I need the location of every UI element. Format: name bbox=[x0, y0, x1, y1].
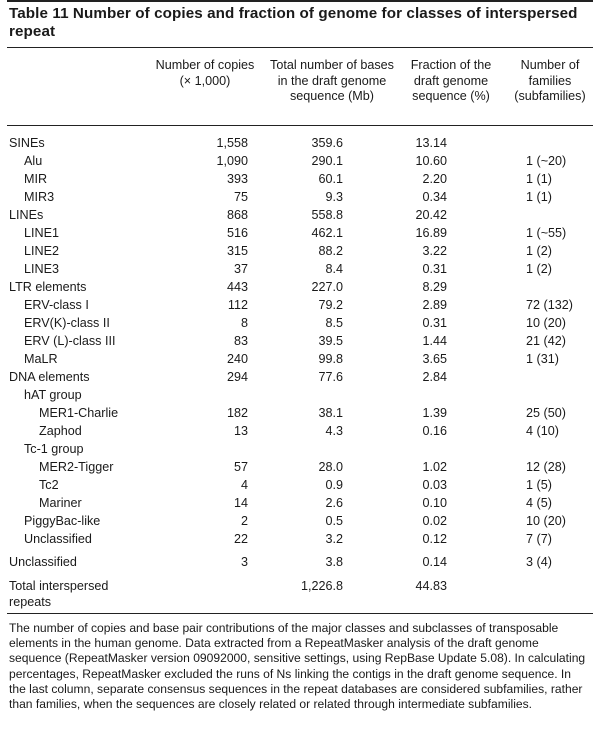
cell-bases: 3.8 bbox=[325, 555, 343, 569]
table-row bbox=[7, 494, 593, 512]
table-row bbox=[7, 458, 593, 476]
cell-bases: 558.8 bbox=[311, 208, 343, 222]
cell-fraction: 8.29 bbox=[422, 280, 447, 294]
cell-fraction: 0.31 bbox=[422, 316, 447, 330]
table-row bbox=[7, 296, 593, 314]
row-label: Unclassified bbox=[24, 532, 92, 546]
cell-copies: 294 bbox=[226, 370, 248, 384]
table-row bbox=[7, 188, 593, 206]
table-row bbox=[7, 242, 593, 260]
cell-bases: 359.6 bbox=[311, 136, 343, 150]
table-row bbox=[7, 206, 593, 224]
table-row bbox=[7, 553, 593, 571]
cell-bases: 8.4 bbox=[325, 262, 343, 276]
cell-bases: 290.1 bbox=[311, 154, 343, 168]
row-label: Tc2 bbox=[39, 478, 59, 492]
cell-bases: 0.9 bbox=[325, 478, 343, 492]
row-label: DNA elements bbox=[9, 370, 90, 384]
cell-families: 12 (28) bbox=[526, 460, 566, 474]
cell-bases: 99.8 bbox=[318, 352, 343, 366]
row-label: MIR bbox=[24, 172, 48, 186]
cell-copies: 112 bbox=[227, 298, 248, 312]
cell-copies: 8 bbox=[240, 316, 248, 330]
cell-bases: 462.1 bbox=[311, 226, 343, 240]
cell-bases: 28.0 bbox=[318, 460, 343, 474]
table-row bbox=[7, 577, 593, 613]
cell-copies: 83 bbox=[233, 334, 248, 348]
cell-fraction: 2.20 bbox=[422, 172, 447, 186]
row-label: Tc-1 group bbox=[24, 442, 84, 456]
header-fraction: Fraction of the draft genome sequence (%) bbox=[410, 58, 492, 104]
table-row bbox=[7, 224, 593, 242]
cell-bases: 2.6 bbox=[325, 496, 343, 510]
table-body bbox=[7, 126, 593, 613]
cell-families: 10 (20) bbox=[526, 316, 566, 330]
cell-fraction: 0.16 bbox=[422, 424, 447, 438]
cell-copies: 75 bbox=[233, 190, 248, 204]
cell-families: 1 (~55) bbox=[526, 226, 567, 240]
cell-copies: 4 bbox=[240, 478, 248, 492]
cell-copies: 1,090 bbox=[216, 154, 248, 168]
cell-families: 1 (5) bbox=[526, 478, 552, 492]
cell-copies: 2 bbox=[240, 514, 248, 528]
cell-bases: 9.3 bbox=[325, 190, 343, 204]
cell-fraction: 0.02 bbox=[422, 514, 447, 528]
row-label: ERV (L)-class III bbox=[24, 334, 116, 348]
table-row bbox=[7, 386, 593, 404]
table-row bbox=[7, 314, 593, 332]
cell-fraction: 16.89 bbox=[415, 226, 447, 240]
cell-copies: 182 bbox=[226, 406, 248, 420]
cell-families: 25 (50) bbox=[526, 406, 566, 420]
row-label: MaLR bbox=[24, 352, 58, 366]
row-label: Unclassified bbox=[9, 555, 77, 569]
cell-families: 4 (10) bbox=[526, 424, 559, 438]
cell-families: 7 (7) bbox=[526, 532, 552, 546]
cell-copies: 868 bbox=[226, 208, 248, 222]
table-row bbox=[7, 260, 593, 278]
cell-copies: 443 bbox=[226, 280, 248, 294]
cell-families: 72 (132) bbox=[526, 298, 573, 312]
cell-copies: 240 bbox=[226, 352, 248, 366]
cell-copies: 14 bbox=[233, 496, 248, 510]
cell-families: 3 (4) bbox=[526, 555, 552, 569]
table-row bbox=[7, 134, 593, 152]
row-label: MER1-Charlie bbox=[39, 406, 119, 420]
cell-copies: 22 bbox=[233, 532, 248, 546]
cell-bases: 60.1 bbox=[318, 172, 343, 186]
cell-families: 1 (2) bbox=[526, 244, 552, 258]
row-label: Alu bbox=[24, 154, 43, 168]
cell-fraction: 0.31 bbox=[422, 262, 447, 276]
table-row bbox=[7, 278, 593, 296]
cell-bases: 3.2 bbox=[325, 532, 343, 546]
cell-bases: 79.2 bbox=[318, 298, 343, 312]
table-row bbox=[7, 332, 593, 350]
cell-fraction: 1.39 bbox=[422, 406, 447, 420]
row-label: Mariner bbox=[39, 496, 82, 510]
cell-fraction: 10.60 bbox=[415, 154, 447, 168]
cell-fraction: 0.14 bbox=[422, 555, 447, 569]
cell-bases: 8.5 bbox=[325, 316, 343, 330]
row-label: Zaphod bbox=[39, 424, 82, 438]
row-label: LINE1 bbox=[24, 226, 60, 240]
cell-copies: 37 bbox=[233, 262, 248, 276]
cell-copies: 3 bbox=[240, 555, 248, 569]
cell-bases: 77.6 bbox=[318, 370, 343, 384]
cell-copies: 315 bbox=[226, 244, 248, 258]
table-footnote: The number of copies and base pair contributions of the major classes and subclasses of transposable elements in the human genome. Data extracted from a RepeatMasker analysis of the draft genome sequence (RepeatMasker version 09092000, sensitive settings, using RepBase Update 5.08). In calculating percentages, RepeatMasker excluded the runs of Ns linking the contigs in the draft genome sequence. In the last column, separate consensus sequences in the repeat databases are considered subfamilies, rather than families, when the sequences are closely related or related through intermediate subfamilies. bbox=[9, 621, 586, 712]
cell-fraction: 0.03 bbox=[422, 478, 447, 492]
row-label: LTR elements bbox=[9, 280, 87, 294]
header-families: Number of families (subfamilies) bbox=[514, 58, 586, 104]
cell-families: 1 (1) bbox=[526, 172, 552, 186]
cell-families: 1 (~20) bbox=[526, 154, 567, 168]
row-label: Total interspersed repeats bbox=[9, 579, 109, 609]
row-label: ERV-class I bbox=[24, 298, 89, 312]
cell-fraction: 3.22 bbox=[422, 244, 447, 258]
cell-fraction: 2.89 bbox=[422, 298, 447, 312]
table-row bbox=[7, 350, 593, 368]
row-label: MIR3 bbox=[24, 190, 55, 204]
cell-families: 1 (1) bbox=[526, 190, 552, 204]
table-figure bbox=[7, 0, 593, 712]
row-label: hAT group bbox=[24, 388, 82, 402]
cell-copies: 13 bbox=[233, 424, 248, 438]
cell-copies: 1,558 bbox=[216, 136, 248, 150]
cell-families: 10 (20) bbox=[526, 514, 566, 528]
table-row bbox=[7, 422, 593, 440]
cell-fraction: 0.34 bbox=[422, 190, 447, 204]
table-title: Table 11 Number of copies and fraction of genome for classes of interspersed repeat bbox=[9, 5, 578, 40]
cell-fraction: 20.42 bbox=[415, 208, 447, 222]
cell-fraction: 13.14 bbox=[415, 136, 447, 150]
cell-bases: 1,226.8 bbox=[300, 579, 343, 593]
cell-fraction: 1.44 bbox=[422, 334, 447, 348]
cell-fraction: 1.02 bbox=[422, 460, 447, 474]
cell-bases: 4.3 bbox=[325, 424, 343, 438]
cell-bases: 39.5 bbox=[318, 334, 343, 348]
cell-copies: 516 bbox=[226, 226, 248, 240]
cell-bases: 0.5 bbox=[325, 514, 343, 528]
row-label: SINEs bbox=[9, 136, 45, 150]
row-label: MER2-Tigger bbox=[39, 460, 114, 474]
cell-families: 1 (31) bbox=[526, 352, 559, 366]
table-row bbox=[7, 368, 593, 386]
row-label: ERV(K)-class II bbox=[24, 316, 110, 330]
cell-fraction: 0.10 bbox=[422, 496, 447, 510]
cell-families: 4 (5) bbox=[526, 496, 552, 510]
cell-fraction: 44.83 bbox=[415, 579, 447, 593]
cell-bases: 227.0 bbox=[311, 280, 343, 294]
cell-fraction: 2.84 bbox=[422, 370, 447, 384]
cell-fraction: 0.12 bbox=[422, 532, 447, 546]
row-label: LINEs bbox=[9, 208, 44, 222]
row-label: PiggyBac-like bbox=[24, 514, 101, 528]
table-row bbox=[7, 530, 593, 548]
cell-fraction: 3.65 bbox=[422, 352, 447, 366]
header-bases: Total number of bases in the draft genome sequence (Mb) bbox=[270, 58, 394, 104]
table-header bbox=[7, 48, 593, 125]
row-label: LINE2 bbox=[24, 244, 60, 258]
cell-copies: 57 bbox=[233, 460, 248, 474]
cell-copies: 393 bbox=[226, 172, 248, 186]
row-label: LINE3 bbox=[24, 262, 60, 276]
table-row bbox=[7, 476, 593, 494]
table-row bbox=[7, 440, 593, 458]
cell-families: 21 (42) bbox=[526, 334, 566, 348]
table-row bbox=[7, 170, 593, 188]
header-copies: Number of copies (× 1,000) bbox=[155, 58, 255, 88]
cell-bases: 38.1 bbox=[318, 406, 343, 420]
cell-bases: 88.2 bbox=[318, 244, 343, 258]
table-row bbox=[7, 152, 593, 170]
table-row bbox=[7, 404, 593, 422]
cell-families: 1 (2) bbox=[526, 262, 552, 276]
table-row bbox=[7, 512, 593, 530]
